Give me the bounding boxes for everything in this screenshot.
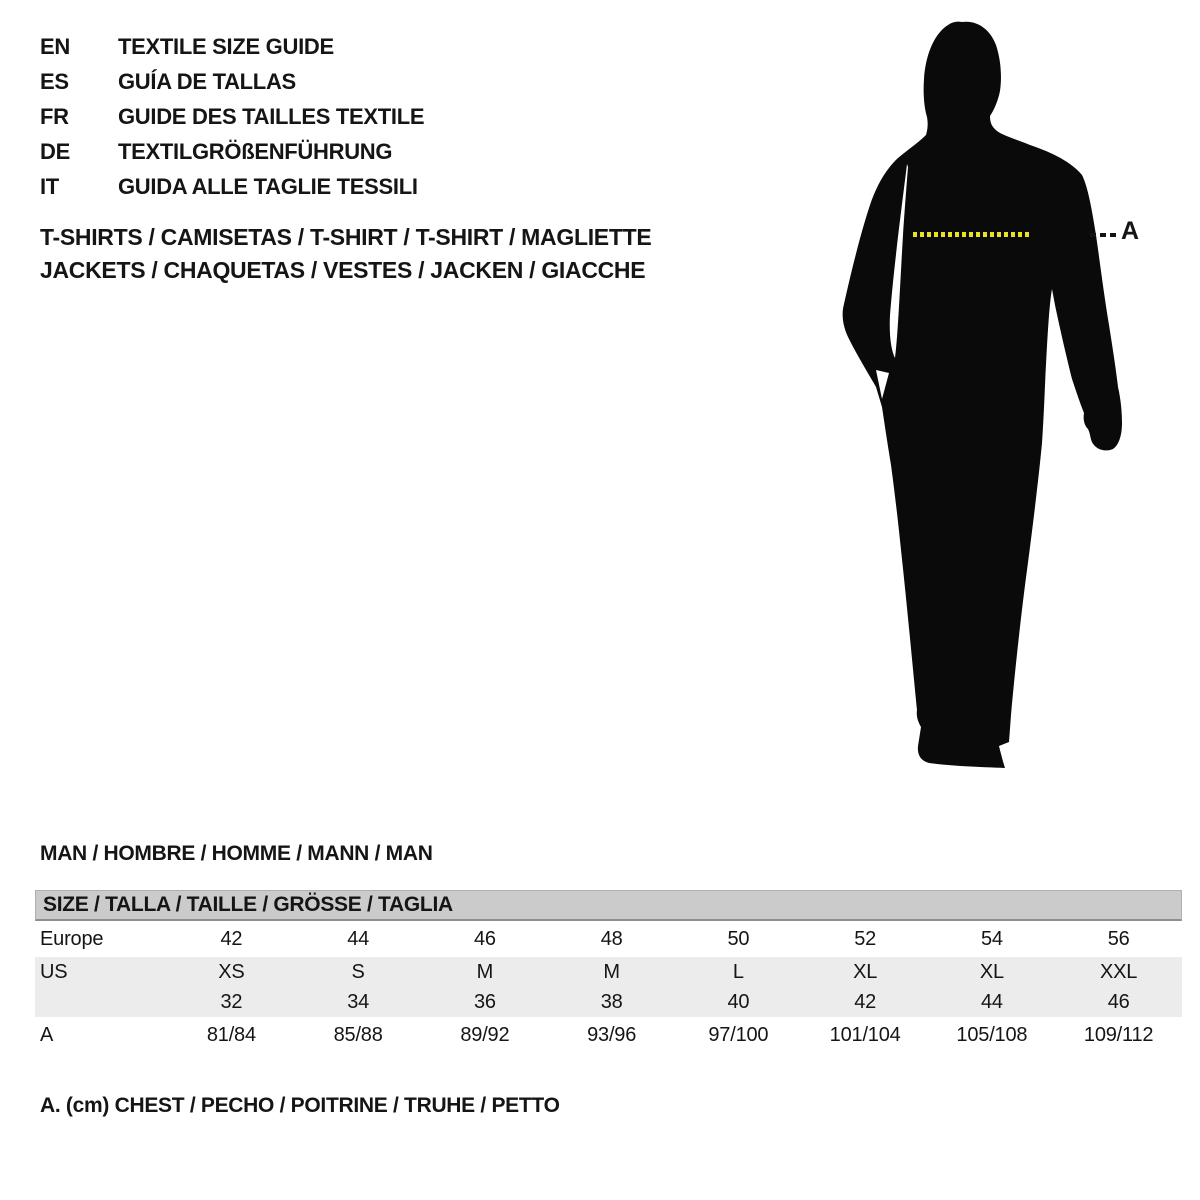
size-cell: 46: [1107, 990, 1130, 1013]
size-cell: 52: [854, 927, 877, 950]
size-cell: 36: [473, 990, 496, 1013]
size-cell: 105/108: [956, 1023, 1028, 1046]
man-silhouette: [830, 15, 1130, 780]
size-cell: XL: [979, 960, 1004, 983]
category-line-jackets: JACKETS / CHAQUETAS / VESTES / JACKEN / GIACCHE: [40, 257, 646, 283]
language-row: [40, 134, 424, 169]
size-cell: 48: [600, 927, 623, 950]
size-cell: 85/88: [333, 1023, 383, 1046]
size-cell: 93/96: [587, 1023, 637, 1046]
size-cell: 44: [347, 927, 370, 950]
category-lines: [40, 221, 651, 287]
language-title: TEXTILGRÖßENFÜHRUNG: [118, 138, 393, 164]
size-cell: 32: [220, 990, 243, 1013]
size-cell: 34: [347, 990, 370, 1013]
table-row: [35, 987, 1182, 1017]
size-cell: 40: [727, 990, 750, 1013]
language-row: [40, 29, 424, 64]
size-cell: 109/112: [1083, 1023, 1154, 1046]
man-body-shape: [843, 22, 1122, 768]
size-cell: L: [732, 960, 744, 983]
size-cell: XS: [218, 960, 245, 983]
row-label: Europe: [40, 927, 104, 950]
size-cell: 81/84: [206, 1023, 256, 1046]
size-table-body: [35, 921, 1182, 1053]
size-cell: 50: [727, 927, 750, 950]
table-row: [35, 957, 1182, 987]
language-code: EN: [40, 33, 70, 59]
language-row: [40, 169, 424, 204]
size-cell: 89/92: [460, 1023, 510, 1046]
language-code: FR: [40, 103, 69, 129]
language-code: DE: [40, 138, 70, 164]
category-line-tshirts: T-SHIRTS / CAMISETAS / T-SHIRT / T-SHIRT / MAGLIETTE: [40, 224, 652, 250]
size-cell: 54: [980, 927, 1003, 950]
size-cell: M: [476, 960, 494, 983]
size-cell: XL: [853, 960, 878, 983]
language-row: [40, 64, 424, 99]
size-cell: M: [603, 960, 620, 983]
size-table-header: SIZE / TALLA / TAILLE / GRÖSSE / TAGLIA: [35, 890, 1182, 921]
language-title: GUÍA DE TALLAS: [118, 68, 296, 94]
size-cell: XXL: [1100, 960, 1138, 983]
size-cell: S: [351, 960, 365, 983]
measure-point-label: A: [1121, 217, 1140, 245]
table-row: [35, 921, 1182, 957]
row-label: A: [40, 1023, 54, 1046]
language-title: GUIDA ALLE TAGLIE TESSILI: [118, 173, 418, 199]
language-code: IT: [40, 173, 59, 199]
size-cell: 56: [1107, 927, 1130, 950]
language-code: ES: [40, 68, 69, 94]
size-cell: 42: [220, 927, 243, 950]
chest-measure-line: [913, 232, 1029, 237]
table-row: [35, 1017, 1182, 1053]
chest-footnote: A. (cm) CHEST / PECHO / POITRINE / TRUHE / PETTO: [40, 1094, 560, 1117]
size-table: [35, 890, 1182, 1053]
section-title-man: MAN / HOMBRE / HOMME / MANN / MAN: [40, 842, 433, 865]
size-cell: 46: [473, 927, 496, 950]
size-cell: 97/100: [708, 1023, 769, 1046]
language-row: [40, 99, 424, 134]
size-cell: 42: [854, 990, 877, 1013]
size-cell: 101/104: [829, 1023, 901, 1046]
language-title: TEXTILE SIZE GUIDE: [118, 33, 334, 59]
language-guide-list: [40, 29, 424, 204]
row-label: US: [40, 960, 68, 983]
size-cell: 44: [980, 990, 1003, 1013]
size-cell: 38: [600, 990, 623, 1013]
chest-measure-leader: [1090, 233, 1116, 237]
language-title: GUIDE DES TAILLES TEXTILE: [118, 103, 425, 129]
